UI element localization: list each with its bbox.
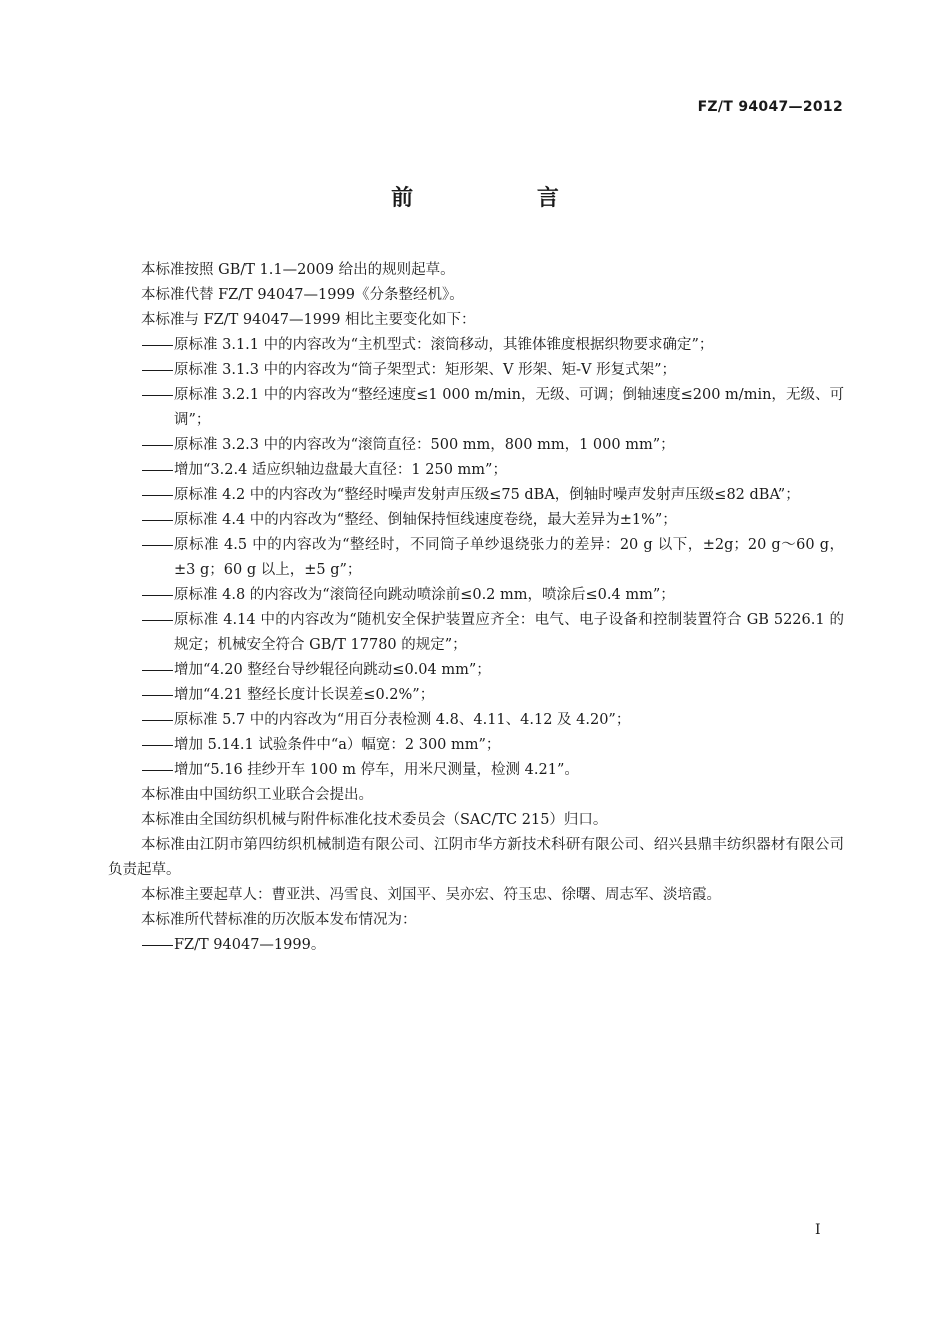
change-text: 增加“3.2.4 适应织轴边盘最大直径：1 250 mm”； bbox=[174, 462, 507, 478]
foreword-body bbox=[108, 258, 844, 958]
change-item bbox=[108, 508, 844, 533]
intro-line: 本标准代替 FZ/T 94047—1999《分条整经机》。 bbox=[141, 287, 464, 303]
intro-line: 本标准按照 GB/T 1.1—2009 给出的规则起草。 bbox=[141, 262, 455, 278]
change-item bbox=[108, 333, 844, 358]
closing-line: 本标准主要起草人：曹亚洪、冯雪良、刘国平、吴亦宏、符玉忠、徐曙、周志军、淡培霞。 bbox=[141, 887, 721, 903]
change-item bbox=[108, 608, 844, 658]
change-text: 原标准 3.2.3 中的内容改为“滚筒直径：500 mm，800 mm，1 000 mm”； bbox=[174, 437, 675, 453]
change-item bbox=[108, 383, 844, 433]
change-item bbox=[108, 533, 844, 583]
change-text: 原标准 5.7 中的内容改为“用百分表检测 4.8、4.11、4.12 及 4.20”； bbox=[174, 712, 631, 728]
change-text: 原标准 3.2.1 中的内容改为“整经速度≤1 000 m/min，无级、可调；倒轴速度≤200 m/min，无级、可调”； bbox=[174, 387, 844, 428]
change-text: 增加 5.14.1 试验条件中“a）幅宽：2 300 mm”； bbox=[174, 737, 501, 753]
page-number: I bbox=[815, 1222, 821, 1238]
change-text: 原标准 4.8 的内容改为“滚筒径向跳动喷涂前≤0.2 mm，喷涂后≤0.4 mm”； bbox=[174, 587, 675, 603]
change-item bbox=[108, 708, 844, 733]
closing-line: 本标准由全国纺织机械与附件标准化技术委员会（SAC/TC 215）归口。 bbox=[141, 812, 608, 828]
change-item bbox=[108, 758, 844, 783]
change-text: 原标准 3.1.3 中的内容改为“筒子架型式：矩形架、V 形架、矩-V 形复式架”； bbox=[174, 362, 676, 378]
history-item bbox=[108, 933, 844, 958]
change-item bbox=[108, 658, 844, 683]
intro-line: 本标准与 FZ/T 94047—1999 相比主要变化如下： bbox=[141, 312, 476, 328]
page-title: 前 言 bbox=[391, 186, 617, 211]
change-text: 原标准 3.1.1 中的内容改为“主机型式：滚筒移动，其锥体锥度根据织物要求确定”； bbox=[174, 337, 714, 353]
closing-line: 本标准所代替标准的历次版本发布情况为： bbox=[141, 912, 417, 928]
closing-line: 本标准由江阴市第四纺织机械制造有限公司、江阴市华方新技术科研有限公司、绍兴县鼎丰纺织器材有限公司负责起草。 bbox=[108, 837, 844, 878]
change-item bbox=[108, 358, 844, 383]
change-item bbox=[108, 683, 844, 708]
change-text: 原标准 4.4 中的内容改为“整经、倒轴保持恒线速度卷绕，最大差异为±1%”； bbox=[174, 512, 677, 528]
change-text: 增加“4.21 整经长度计长误差≤0.2%”； bbox=[174, 687, 435, 703]
change-text: 原标准 4.5 中的内容改为“整经时，不同筒子单纱退绕张力的差异：20 g 以下，±2g；20 g～60 g，±3 g；60 g 以上，±5 g”； bbox=[174, 537, 844, 578]
change-item bbox=[108, 458, 844, 483]
change-item bbox=[108, 583, 844, 608]
change-text: 增加“5.16 挂纱开车 100 m 停车，用米尺测量，检测 4.21”。 bbox=[174, 762, 579, 778]
change-item bbox=[108, 483, 844, 508]
standard-code: FZ/T 94047—2012 bbox=[697, 99, 843, 115]
change-item bbox=[108, 733, 844, 758]
change-text: 原标准 4.14 中的内容改为“随机安全保护装置应齐全：电气、电子设备和控制装置符合 GB 5226.1 的规定；机械安全符合 GB/T 17780 的规定”； bbox=[174, 612, 844, 653]
change-text: 增加“4.20 整经台导纱辊径向跳动≤0.04 mm”； bbox=[174, 662, 491, 678]
change-text: 原标准 4.2 中的内容改为“整经时噪声发射声压级≤75 dBA，倒轴时噪声发射声压级≤82 dBA”； bbox=[174, 487, 800, 503]
closing-line: 本标准由中国纺织工业联合会提出。 bbox=[141, 787, 373, 803]
history-text: FZ/T 94047—1999。 bbox=[174, 937, 326, 953]
change-item bbox=[108, 433, 844, 458]
